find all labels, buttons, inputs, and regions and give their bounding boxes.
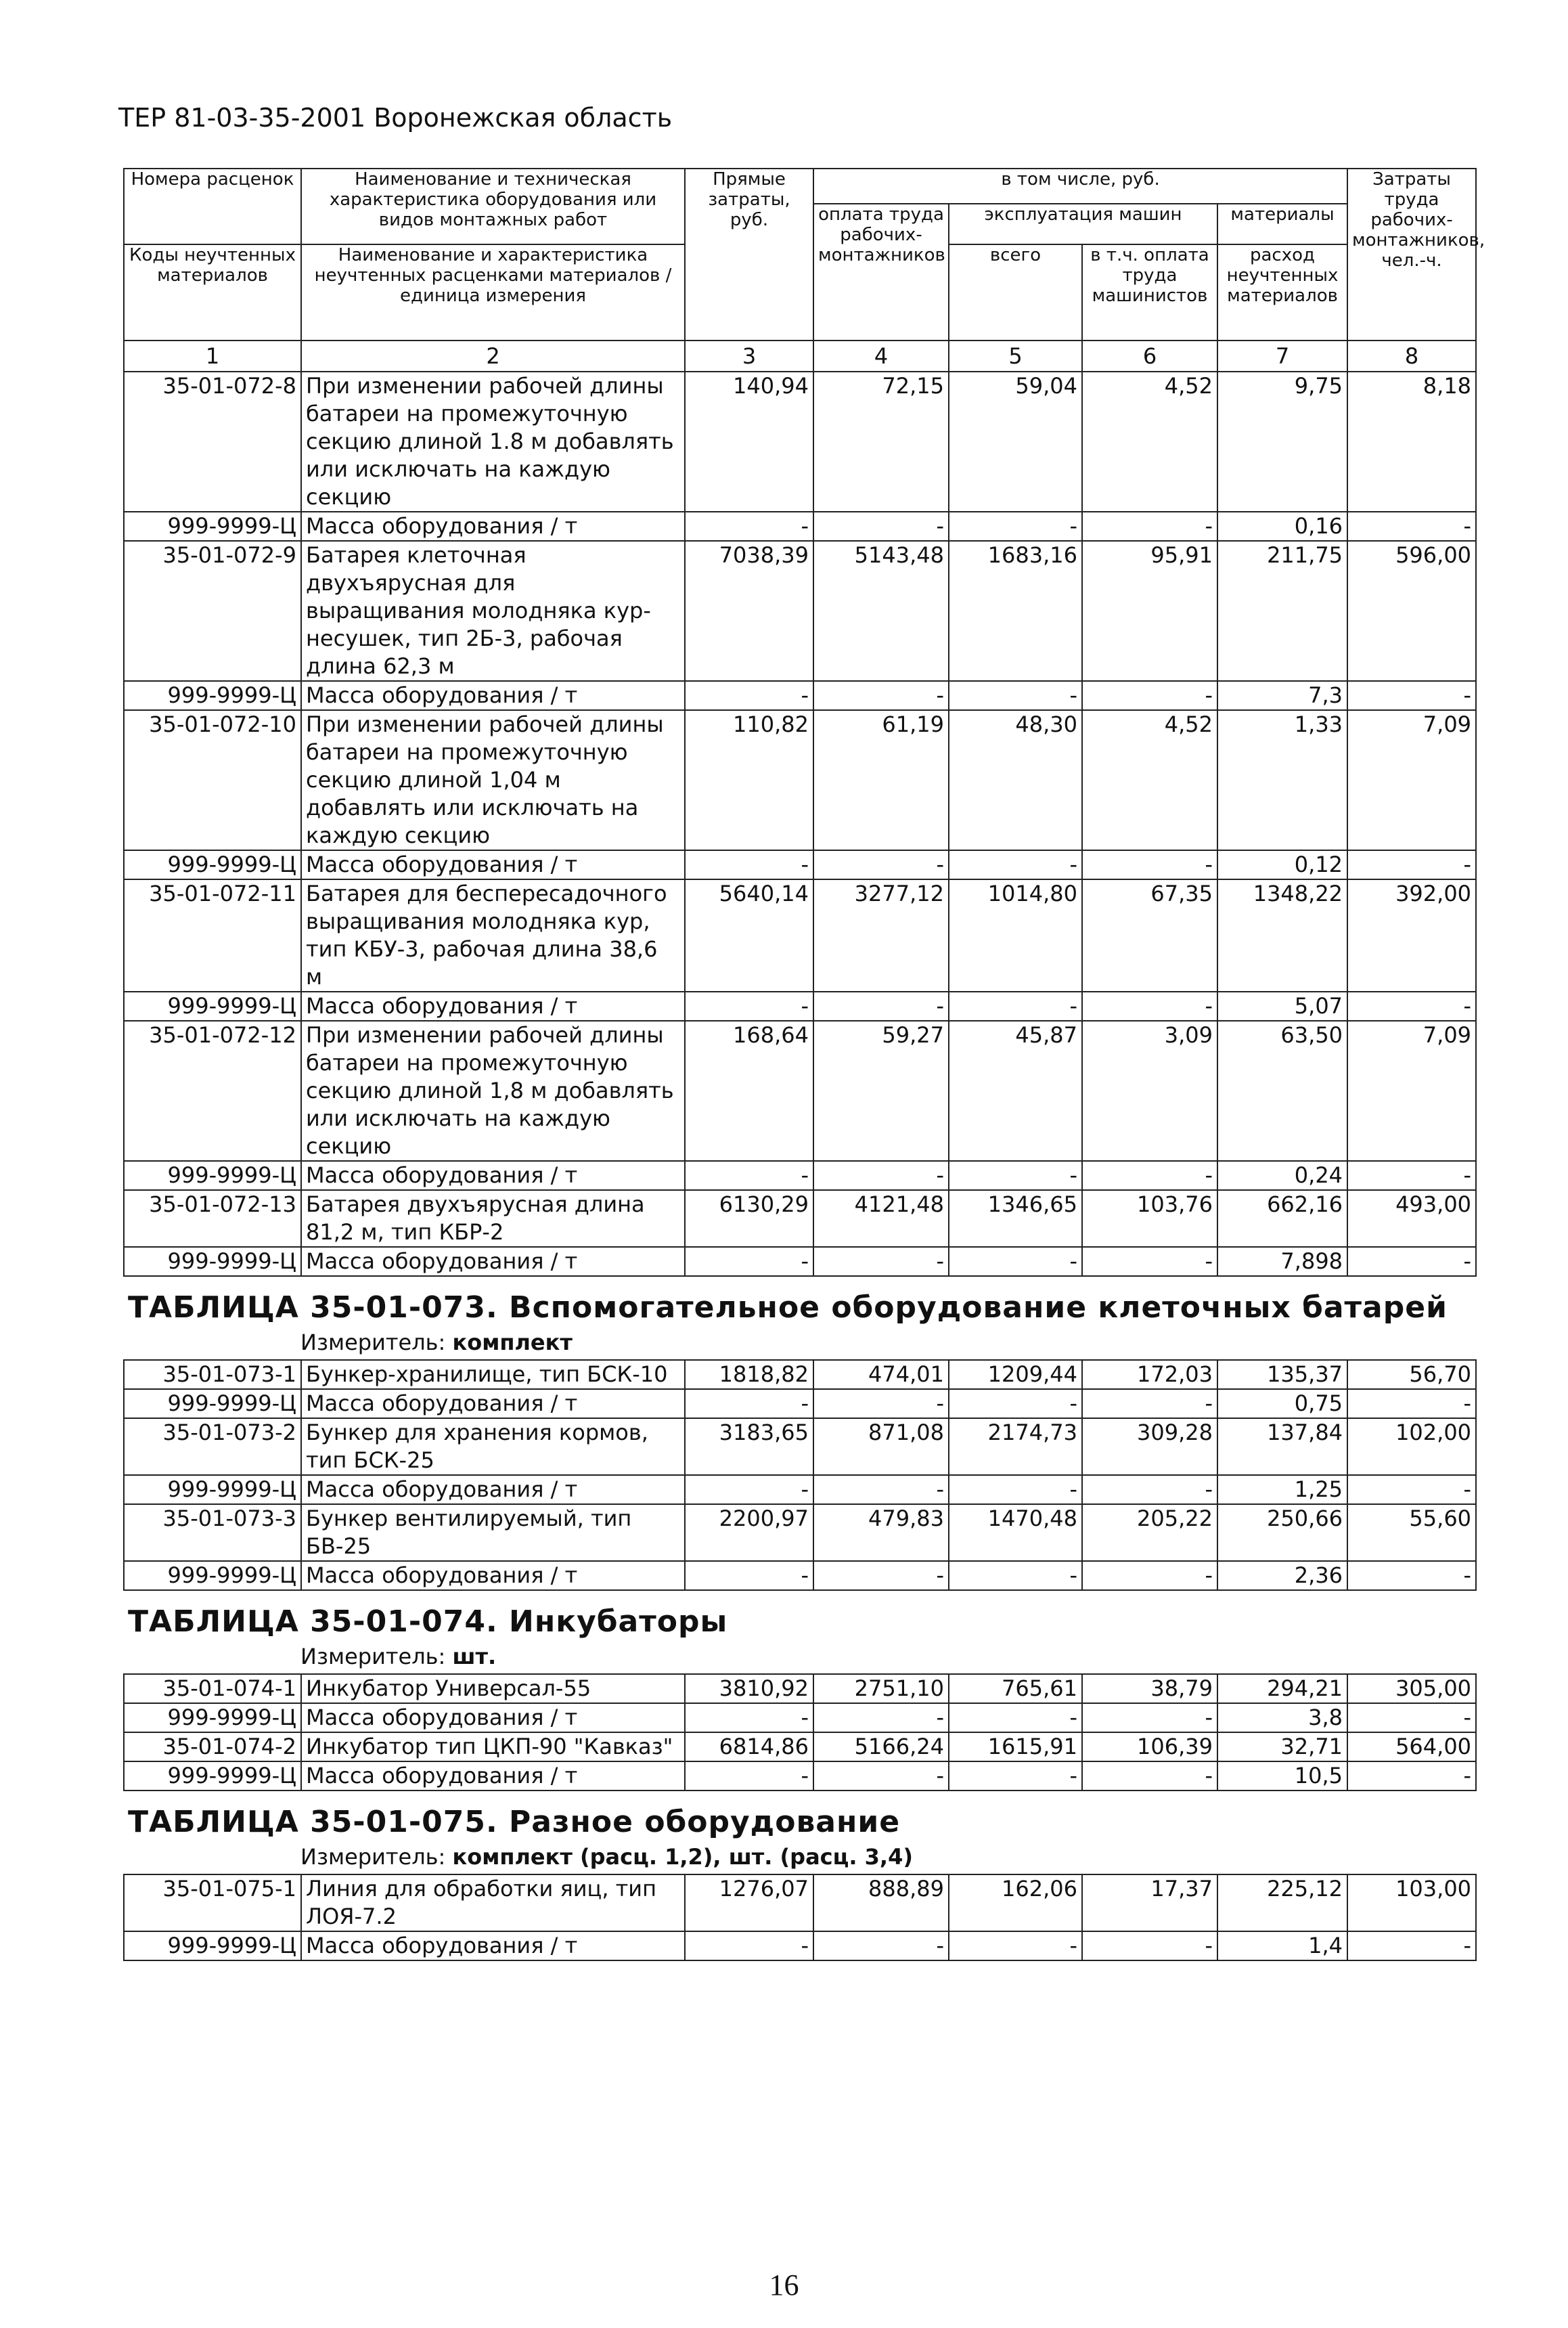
table-row: [124, 710, 1476, 850]
table-row: [124, 372, 1476, 512]
column-number: 5: [949, 341, 1082, 372]
rate-code-cell: 999-9999-Ц: [124, 681, 301, 710]
labor-pay-cell: -: [813, 1931, 949, 1960]
header-incl-machinists: в т.ч. оплата труда машинистов: [1082, 244, 1217, 341]
rate-code-cell: 35-01-072-11: [124, 879, 301, 992]
labor-pay-cell: -: [813, 512, 949, 541]
rate-name-cell: Бункер вентилируемый, тип БВ-25: [301, 1504, 685, 1561]
header-unaccounted-codes: Коды неучтенных материалов: [124, 244, 301, 341]
direct-costs-cell: 3183,65: [685, 1418, 813, 1475]
section-measure-label: Измеритель:: [300, 1844, 453, 1870]
rate-name-cell: При изменении рабочей длины батареи на промежуточную секцию длиной 1.8 м добавлять или исключать на каждую секцию: [301, 372, 685, 512]
machine-total-cell: 765,61: [949, 1674, 1082, 1703]
materials-cell: 0,16: [1217, 512, 1347, 541]
machine-total-cell: -: [949, 681, 1082, 710]
column-numbers-row: [124, 341, 1476, 372]
table-header: [124, 169, 1485, 372]
materials-cell: 63,50: [1217, 1021, 1347, 1161]
machinists-pay-cell: 205,22: [1082, 1504, 1217, 1561]
machine-total-cell: -: [949, 1389, 1082, 1418]
rate-name-cell: Масса оборудования / т: [301, 992, 685, 1021]
direct-costs-cell: -: [685, 1161, 813, 1190]
section-measure: [128, 1327, 1472, 1359]
rate-name-cell: Масса оборудования / т: [301, 512, 685, 541]
materials-cell: 10,5: [1217, 1761, 1347, 1791]
table-row: [124, 1931, 1476, 1960]
rate-code-cell: 999-9999-Ц: [124, 1161, 301, 1190]
machinists-pay-cell: 3,09: [1082, 1021, 1217, 1161]
labor-pay-cell: -: [813, 1247, 949, 1276]
header-incl: в том числе, руб.: [813, 169, 1347, 204]
direct-costs-cell: -: [685, 850, 813, 879]
rate-name-cell: Инкубатор тип ЦКП-90 "Кавказ": [301, 1732, 685, 1761]
section-title: ТАБЛИЦА 35-01-073. Вспомогательное оборудование клеточных батарей: [128, 1290, 1448, 1325]
direct-costs-cell: 140,94: [685, 372, 813, 512]
rate-code-cell: 35-01-073-2: [124, 1418, 301, 1475]
machine-total-cell: -: [949, 512, 1082, 541]
materials-cell: 7,3: [1217, 681, 1347, 710]
direct-costs-cell: -: [685, 1703, 813, 1732]
machinists-pay-cell: 309,28: [1082, 1418, 1217, 1475]
rate-name-cell: Батарея клеточная двухъярусная для выращивания молодняка кур-несушек, тип 2Б-3, рабочая длина 62,3 м: [301, 541, 685, 681]
table-row: [124, 1418, 1476, 1475]
table-row: [124, 1190, 1476, 1247]
header-rates-numbers: Номера расценок: [124, 169, 301, 244]
page-number: 16: [769, 2268, 799, 2302]
direct-costs-cell: 6814,86: [685, 1732, 813, 1761]
rate-name-cell: Инкубатор Универсал-55: [301, 1674, 685, 1703]
rate-code-cell: 999-9999-Ц: [124, 512, 301, 541]
materials-cell: 0,12: [1217, 850, 1347, 879]
direct-costs-cell: -: [685, 1931, 813, 1960]
rate-code-cell: 35-01-072-12: [124, 1021, 301, 1161]
machine-total-cell: 59,04: [949, 372, 1082, 512]
table-row: [124, 1761, 1476, 1791]
materials-cell: 137,84: [1217, 1418, 1347, 1475]
machine-total-cell: -: [949, 850, 1082, 879]
section-measure: [128, 1841, 1472, 1874]
machine-total-cell: 48,30: [949, 710, 1082, 850]
materials-cell: 0,75: [1217, 1389, 1347, 1418]
column-number: 1: [124, 341, 301, 372]
materials-cell: 32,71: [1217, 1732, 1347, 1761]
direct-costs-cell: 6130,29: [685, 1190, 813, 1247]
labor-pay-cell: 871,08: [813, 1418, 949, 1475]
labor-costs-cell: -: [1347, 1761, 1476, 1791]
rate-code-cell: 35-01-072-8: [124, 372, 301, 512]
labor-pay-cell: 5143,48: [813, 541, 949, 681]
rate-code-cell: 999-9999-Ц: [124, 1703, 301, 1732]
labor-pay-cell: -: [813, 1389, 949, 1418]
rate-code-cell: 999-9999-Ц: [124, 1475, 301, 1504]
machine-total-cell: -: [949, 1561, 1082, 1590]
rate-code-cell: 35-01-072-10: [124, 710, 301, 850]
labor-pay-cell: -: [813, 992, 949, 1021]
labor-costs-cell: 564,00: [1347, 1732, 1476, 1761]
labor-costs-cell: -: [1347, 1561, 1476, 1590]
machinists-pay-cell: -: [1082, 1247, 1217, 1276]
materials-cell: 1,25: [1217, 1475, 1347, 1504]
labor-costs-cell: -: [1347, 512, 1476, 541]
materials-cell: 225,12: [1217, 1874, 1347, 1931]
materials-cell: 211,75: [1217, 541, 1347, 681]
header-name-equipment: Наименование и техническая характеристика оборудования или видов монтажных работ: [301, 169, 685, 244]
direct-costs-cell: 110,82: [685, 710, 813, 850]
section-measure-value: шт.: [452, 1644, 497, 1669]
machinists-pay-cell: 106,39: [1082, 1732, 1217, 1761]
direct-costs-cell: 5640,14: [685, 879, 813, 992]
column-number: 3: [685, 341, 813, 372]
labor-pay-cell: -: [813, 1561, 949, 1590]
table-row: [124, 1475, 1476, 1504]
machinists-pay-cell: -: [1082, 1161, 1217, 1190]
machinists-pay-cell: -: [1082, 1389, 1217, 1418]
column-number: 2: [301, 341, 685, 372]
labor-pay-cell: -: [813, 1703, 949, 1732]
labor-costs-cell: 493,00: [1347, 1190, 1476, 1247]
labor-pay-cell: 2751,10: [813, 1674, 949, 1703]
machine-total-cell: 45,87: [949, 1021, 1082, 1161]
table-row: [124, 879, 1476, 992]
column-number: 7: [1217, 341, 1347, 372]
machinists-pay-cell: -: [1082, 1475, 1217, 1504]
direct-costs-cell: 7038,39: [685, 541, 813, 681]
header-labor-pay: оплата труда рабочих-монтажников: [813, 204, 949, 341]
materials-cell: 1,4: [1217, 1931, 1347, 1960]
direct-costs-cell: -: [685, 1475, 813, 1504]
rate-code-cell: 35-01-072-13: [124, 1190, 301, 1247]
labor-costs-cell: 55,60: [1347, 1504, 1476, 1561]
materials-cell: 2,36: [1217, 1561, 1347, 1590]
rate-name-cell: Масса оборудования / т: [301, 1247, 685, 1276]
labor-pay-cell: 72,15: [813, 372, 949, 512]
header-total: всего: [949, 244, 1082, 341]
machine-total-cell: -: [949, 1703, 1082, 1732]
rate-name-cell: Масса оборудования / т: [301, 681, 685, 710]
machinists-pay-cell: 17,37: [1082, 1874, 1217, 1931]
labor-pay-cell: 3277,12: [813, 879, 949, 992]
rate-code-cell: 999-9999-Ц: [124, 1247, 301, 1276]
direct-costs-cell: 2200,97: [685, 1504, 813, 1561]
machinists-pay-cell: 103,76: [1082, 1190, 1217, 1247]
materials-cell: 294,21: [1217, 1674, 1347, 1703]
direct-costs-cell: 168,64: [685, 1021, 813, 1161]
machine-total-cell: 162,06: [949, 1874, 1082, 1931]
table-row: [124, 681, 1476, 710]
header-direct-costs: Прямые затраты, руб.: [685, 169, 813, 341]
machine-total-cell: 1209,44: [949, 1360, 1082, 1389]
labor-costs-cell: -: [1347, 681, 1476, 710]
machinists-pay-cell: 172,03: [1082, 1360, 1217, 1389]
section-header-row: [124, 1791, 1476, 1874]
materials-cell: 0,24: [1217, 1161, 1347, 1190]
column-number: 8: [1347, 341, 1476, 372]
machinists-pay-cell: 67,35: [1082, 879, 1217, 992]
table-row: [124, 512, 1476, 541]
direct-costs-cell: 3810,92: [685, 1674, 813, 1703]
table-row: [124, 1161, 1476, 1190]
rates-table: [123, 168, 1485, 1961]
rate-name-cell: Масса оборудования / т: [301, 1389, 685, 1418]
rate-code-cell: 999-9999-Ц: [124, 1561, 301, 1590]
labor-costs-cell: -: [1347, 1475, 1476, 1504]
rate-code-cell: 35-01-074-2: [124, 1732, 301, 1761]
machinists-pay-cell: 4,52: [1082, 710, 1217, 850]
rate-name-cell: Бункер-хранилище, тип БСК-10: [301, 1360, 685, 1389]
section-header-row: [124, 1590, 1476, 1674]
machinists-pay-cell: -: [1082, 1761, 1217, 1791]
rate-code-cell: 35-01-074-1: [124, 1674, 301, 1703]
labor-costs-cell: 305,00: [1347, 1674, 1476, 1703]
materials-cell: 5,07: [1217, 992, 1347, 1021]
machine-total-cell: 1470,48: [949, 1504, 1082, 1561]
materials-cell: 662,16: [1217, 1190, 1347, 1247]
rate-code-cell: 999-9999-Ц: [124, 1931, 301, 1960]
materials-cell: 135,37: [1217, 1360, 1347, 1389]
direct-costs-cell: -: [685, 512, 813, 541]
table-row: [124, 850, 1476, 879]
labor-costs-cell: 392,00: [1347, 879, 1476, 992]
materials-cell: 1348,22: [1217, 879, 1347, 992]
rate-name-cell: Масса оборудования / т: [301, 1703, 685, 1732]
labor-costs-cell: 56,70: [1347, 1360, 1476, 1389]
labor-pay-cell: -: [813, 681, 949, 710]
rate-code-cell: 35-01-075-1: [124, 1874, 301, 1931]
table-row: [124, 1703, 1476, 1732]
machine-total-cell: -: [949, 1931, 1082, 1960]
section-measure-value: комплект: [452, 1330, 573, 1355]
machine-total-cell: -: [949, 1475, 1082, 1504]
table-row: [124, 1021, 1476, 1161]
rate-name-cell: Масса оборудования / т: [301, 1931, 685, 1960]
machinists-pay-cell: -: [1082, 992, 1217, 1021]
labor-pay-cell: -: [813, 1761, 949, 1791]
section-title: ТАБЛИЦА 35-01-075. Разное оборудование: [128, 1805, 901, 1839]
rate-name-cell: Масса оборудования / т: [301, 1761, 685, 1791]
labor-pay-cell: -: [813, 1161, 949, 1190]
header-machine-ops: эксплуатация машин: [949, 204, 1217, 244]
table-row: [124, 1504, 1476, 1561]
rate-code-cell: 999-9999-Ц: [124, 1761, 301, 1791]
materials-cell: 7,898: [1217, 1247, 1347, 1276]
rate-name-cell: Бункер для хранения кормов, тип БСК-25: [301, 1418, 685, 1475]
section-measure-label: Измеритель:: [300, 1330, 453, 1355]
labor-costs-cell: -: [1347, 850, 1476, 879]
table-row: [124, 541, 1476, 681]
labor-costs-cell: 7,09: [1347, 710, 1476, 850]
table-row: [124, 1732, 1476, 1761]
machinists-pay-cell: -: [1082, 1931, 1217, 1960]
labor-costs-cell: -: [1347, 1247, 1476, 1276]
labor-costs-cell: -: [1347, 1931, 1476, 1960]
table-body: [124, 372, 1476, 1960]
labor-costs-cell: -: [1347, 1161, 1476, 1190]
column-number: 6: [1082, 341, 1217, 372]
machine-total-cell: 1615,91: [949, 1732, 1082, 1761]
direct-costs-cell: -: [685, 1561, 813, 1590]
rate-name-cell: При изменении рабочей длины батареи на промежуточную секцию длиной 1,8 м добавлять или исключать на каждую секцию: [301, 1021, 685, 1161]
rate-code-cell: 35-01-073-3: [124, 1504, 301, 1561]
rate-name-cell: Масса оборудования / т: [301, 1161, 685, 1190]
labor-costs-cell: 103,00: [1347, 1874, 1476, 1931]
rate-name-cell: Батарея для беспересадочного выращивания молодняка кур, тип КБУ-3, рабочая длина 38,6 м: [301, 879, 685, 992]
labor-pay-cell: 59,27: [813, 1021, 949, 1161]
machinists-pay-cell: 38,79: [1082, 1674, 1217, 1703]
section-measure: [128, 1641, 1472, 1673]
machine-total-cell: -: [949, 992, 1082, 1021]
machinists-pay-cell: -: [1082, 512, 1217, 541]
section-header-row: [124, 1276, 1476, 1360]
rate-code-cell: 35-01-073-1: [124, 1360, 301, 1389]
labor-pay-cell: 5166,24: [813, 1732, 949, 1761]
header-materials-use: расход неучтенных материалов: [1217, 244, 1347, 341]
labor-costs-cell: 8,18: [1347, 372, 1476, 512]
machine-total-cell: -: [949, 1761, 1082, 1791]
table-row: [124, 1561, 1476, 1590]
machine-total-cell: -: [949, 1247, 1082, 1276]
machinists-pay-cell: 4,52: [1082, 372, 1217, 512]
rate-name-cell: Масса оборудования / т: [301, 1561, 685, 1590]
direct-costs-cell: -: [685, 1389, 813, 1418]
section-title: ТАБЛИЦА 35-01-074. Инкубаторы: [128, 1604, 728, 1639]
labor-pay-cell: 474,01: [813, 1360, 949, 1389]
direct-costs-cell: -: [685, 681, 813, 710]
table-row: [124, 992, 1476, 1021]
rate-code-cell: 999-9999-Ц: [124, 850, 301, 879]
rate-name-cell: При изменении рабочей длины батареи на промежуточную секцию длиной 1,04 м добавлять или исключать на каждую секцию: [301, 710, 685, 850]
rate-code-cell: 35-01-072-9: [124, 541, 301, 681]
labor-pay-cell: 61,19: [813, 710, 949, 850]
section-header-cell: [124, 1590, 1476, 1674]
labor-costs-cell: 7,09: [1347, 1021, 1476, 1161]
section-measure-label: Измеритель:: [300, 1644, 453, 1669]
machine-total-cell: 1014,80: [949, 879, 1082, 992]
materials-cell: 1,33: [1217, 710, 1347, 850]
section-header-cell: [124, 1791, 1476, 1874]
labor-pay-cell: 479,83: [813, 1504, 949, 1561]
labor-costs-cell: 596,00: [1347, 541, 1476, 681]
rate-code-cell: 999-9999-Ц: [124, 992, 301, 1021]
table-row: [124, 1674, 1476, 1703]
labor-pay-cell: -: [813, 1475, 949, 1504]
rate-name-cell: Батарея двухъярусная длина 81,2 м, тип КБР-2: [301, 1190, 685, 1247]
rate-code-cell: 999-9999-Ц: [124, 1389, 301, 1418]
direct-costs-cell: -: [685, 1247, 813, 1276]
section-header-cell: [124, 1276, 1476, 1360]
table-row: [124, 1389, 1476, 1418]
machine-total-cell: 2174,73: [949, 1418, 1082, 1475]
document-title: ТЕР 81-03-35-2001 Воронежская область: [118, 103, 673, 133]
machinists-pay-cell: -: [1082, 1703, 1217, 1732]
labor-costs-cell: -: [1347, 1703, 1476, 1732]
machinists-pay-cell: 95,91: [1082, 541, 1217, 681]
labor-pay-cell: -: [813, 850, 949, 879]
column-number: 4: [813, 341, 949, 372]
labor-pay-cell: 888,89: [813, 1874, 949, 1931]
rate-name-cell: Линия для обработки яиц, тип ЛОЯ-7.2: [301, 1874, 685, 1931]
labor-costs-cell: 102,00: [1347, 1418, 1476, 1475]
rate-name-cell: Масса оборудования / т: [301, 1475, 685, 1504]
machinists-pay-cell: -: [1082, 1561, 1217, 1590]
materials-cell: 250,66: [1217, 1504, 1347, 1561]
labor-pay-cell: 4121,48: [813, 1190, 949, 1247]
header-materials: материалы: [1217, 204, 1347, 244]
header-labor-costs: Затраты труда рабочих-монтажников, чел.-ч.: [1347, 169, 1476, 341]
header-name-materials: Наименование и характеристика неучтенных расценками материалов / единица измерения: [301, 244, 685, 341]
section-measure-value: комплект (расц. 1,2), шт. (расц. 3,4): [452, 1844, 913, 1870]
direct-costs-cell: -: [685, 992, 813, 1021]
materials-cell: 9,75: [1217, 372, 1347, 512]
machine-total-cell: -: [949, 1161, 1082, 1190]
rate-name-cell: Масса оборудования / т: [301, 850, 685, 879]
labor-costs-cell: -: [1347, 992, 1476, 1021]
materials-cell: 3,8: [1217, 1703, 1347, 1732]
direct-costs-cell: 1818,82: [685, 1360, 813, 1389]
machinists-pay-cell: -: [1082, 850, 1217, 879]
machinists-pay-cell: -: [1082, 681, 1217, 710]
machine-total-cell: 1346,65: [949, 1190, 1082, 1247]
direct-costs-cell: 1276,07: [685, 1874, 813, 1931]
table-row: [124, 1247, 1476, 1276]
table-row: [124, 1360, 1476, 1389]
machine-total-cell: 1683,16: [949, 541, 1082, 681]
direct-costs-cell: -: [685, 1761, 813, 1791]
labor-costs-cell: -: [1347, 1389, 1476, 1418]
table-row: [124, 1874, 1476, 1931]
